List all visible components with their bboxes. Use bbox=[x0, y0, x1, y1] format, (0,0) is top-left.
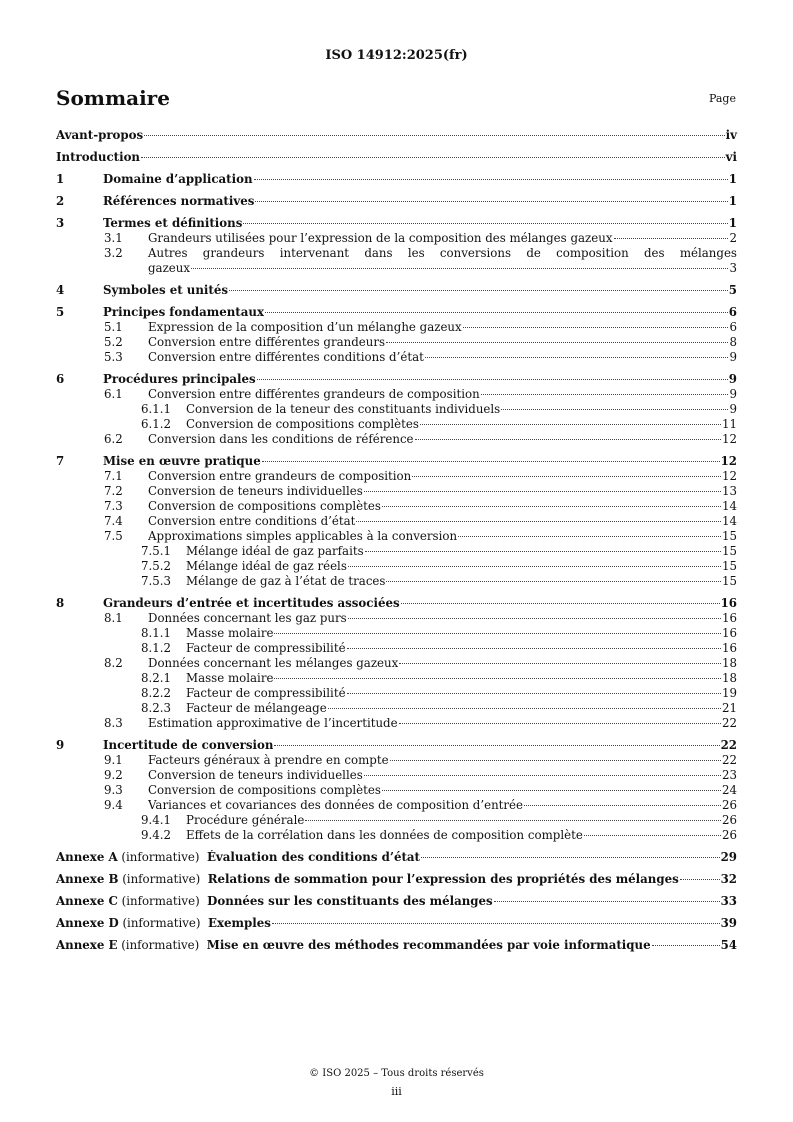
toc-entry[interactable] bbox=[56, 574, 737, 589]
toc-entry-number: 7.3 bbox=[104, 499, 123, 513]
toc-entry-page: 12 bbox=[721, 469, 737, 483]
page-number: iii bbox=[391, 1085, 402, 1098]
dot-leader bbox=[262, 461, 720, 462]
toc-entry-number: 9 bbox=[56, 738, 65, 752]
toc-entry-page: 21 bbox=[721, 701, 737, 715]
toc-entry[interactable] bbox=[56, 499, 737, 514]
toc-entry-page: 26 bbox=[721, 828, 737, 842]
document-header: ISO 14912:2025(fr) bbox=[325, 48, 468, 63]
toc-entry-page: 1 bbox=[728, 172, 737, 186]
dot-leader bbox=[254, 179, 728, 180]
toc-entry[interactable] bbox=[56, 150, 737, 165]
toc-entry[interactable] bbox=[56, 656, 737, 671]
dot-leader bbox=[328, 708, 721, 709]
dot-leader bbox=[382, 790, 721, 791]
dot-leader bbox=[229, 290, 728, 291]
toc-entry-title: Avant-propos bbox=[56, 128, 144, 142]
toc-entry-page: 23 bbox=[721, 768, 737, 782]
toc-entry[interactable] bbox=[56, 671, 737, 686]
dot-leader bbox=[584, 835, 721, 836]
toc-entry-number: 6.2 bbox=[104, 432, 123, 446]
annex-label: Annexe B bbox=[56, 872, 119, 886]
dot-leader bbox=[364, 775, 721, 776]
toc-entry[interactable] bbox=[56, 216, 737, 231]
toc-entry-number: 9.1 bbox=[104, 753, 123, 767]
toc-entry-page: 8 bbox=[729, 335, 737, 349]
toc-entry-page: iv bbox=[725, 128, 737, 142]
toc-entry-number: 3.2 bbox=[104, 246, 123, 260]
toc-entry[interactable] bbox=[56, 559, 737, 574]
toc-entry-number: 1 bbox=[56, 172, 65, 186]
toc-entry-page: 15 bbox=[721, 544, 737, 558]
toc-entry[interactable] bbox=[56, 454, 737, 469]
toc-entry-page: 16 bbox=[721, 611, 737, 625]
toc-entry-title: Conversion entre différentes grandeurs de composition bbox=[148, 387, 480, 401]
dot-leader bbox=[144, 135, 724, 136]
toc-entry-title: Procédures principales bbox=[103, 372, 256, 386]
toc-entry-page: 24 bbox=[721, 783, 737, 797]
dot-leader bbox=[421, 857, 720, 858]
toc-entry-title: Conversion de compositions complètes bbox=[186, 417, 419, 431]
annex-title: Relations de sommation pour l’expression des propriétés des mélanges bbox=[207, 872, 679, 886]
toc-entry[interactable] bbox=[56, 469, 737, 484]
toc-entry[interactable] bbox=[56, 128, 737, 143]
toc-entry[interactable] bbox=[56, 686, 737, 701]
annex-page: 54 bbox=[720, 938, 737, 952]
toc-entry-page: 13 bbox=[721, 484, 737, 498]
toc-entry[interactable] bbox=[56, 544, 737, 559]
annex-entry[interactable] bbox=[56, 938, 737, 953]
toc-entry-number: 5.2 bbox=[104, 335, 123, 349]
toc-entry-page: vi bbox=[725, 150, 737, 164]
toc-entry-page: 5 bbox=[728, 283, 737, 297]
toc-entry-title: Termes et définitions bbox=[103, 216, 243, 230]
dot-leader bbox=[274, 678, 721, 679]
dot-leader bbox=[347, 693, 721, 694]
toc-entry-title: Facteur de compressibilité bbox=[186, 641, 346, 655]
toc-entry-number: 8.1.2 bbox=[141, 641, 172, 655]
toc-entry-title: Symboles et unités bbox=[103, 283, 229, 297]
toc-entry-number: 8.1.1 bbox=[141, 626, 172, 640]
toc-entry-number: 8.2.1 bbox=[141, 671, 172, 685]
toc-entry-page: 9 bbox=[729, 402, 737, 416]
toc-entry-title: Variances et covariances des données de composition d’entrée bbox=[148, 798, 524, 812]
dot-leader bbox=[272, 923, 720, 924]
toc-entry-number: 7.5 bbox=[104, 529, 123, 543]
toc-entry[interactable] bbox=[56, 626, 737, 641]
dot-leader bbox=[257, 379, 728, 380]
dot-leader bbox=[399, 663, 721, 664]
toc-entry[interactable] bbox=[56, 768, 737, 783]
toc-entry-number: 5 bbox=[56, 305, 65, 319]
annex-type: (informative) bbox=[122, 872, 201, 886]
annex-type: (informative) bbox=[121, 850, 200, 864]
copyright-notice: © ISO 2025 – Tous droits réservés bbox=[309, 1068, 484, 1079]
dot-leader bbox=[274, 633, 721, 634]
toc-entry-number: 7.4 bbox=[104, 514, 123, 528]
toc-entry-title: Masse molaire bbox=[186, 626, 274, 640]
dot-leader bbox=[390, 760, 721, 761]
dot-leader bbox=[386, 581, 721, 582]
dot-leader bbox=[191, 268, 728, 269]
dot-leader bbox=[401, 603, 720, 604]
toc-entry-number: 9.3 bbox=[104, 783, 123, 797]
toc-entry-page: 22 bbox=[721, 753, 737, 767]
toc-entry-page: 11 bbox=[721, 417, 737, 431]
dot-leader bbox=[347, 648, 721, 649]
dot-leader bbox=[458, 536, 721, 537]
dot-leader bbox=[364, 491, 721, 492]
toc-entry-number: 5.3 bbox=[104, 350, 123, 364]
toc-entry[interactable] bbox=[56, 813, 737, 828]
toc-entry-number: 4 bbox=[56, 283, 65, 297]
toc-entry-number: 3 bbox=[56, 216, 65, 230]
toc-entry-number: 3.1 bbox=[104, 231, 123, 245]
toc-entry[interactable] bbox=[56, 402, 737, 417]
toc-entry[interactable] bbox=[56, 701, 737, 716]
dot-leader bbox=[501, 409, 728, 410]
toc-entry-page: 3 bbox=[729, 261, 737, 275]
toc-entry[interactable] bbox=[56, 798, 737, 813]
toc-entry-title: Expression de la composition d’un mélanghe gazeux bbox=[148, 320, 462, 334]
dot-leader bbox=[652, 945, 720, 946]
toc-entry-number: 7.1 bbox=[104, 469, 123, 483]
toc-entry[interactable] bbox=[56, 417, 737, 432]
toc-entry-title: Conversion entre conditions d’état bbox=[148, 514, 356, 528]
toc-entry-title: Conversion de compositions complètes bbox=[148, 499, 381, 513]
toc-entry-title: Facteurs généraux à prendre en compte bbox=[148, 753, 389, 767]
toc-entry-title: Conversion de compositions complètes bbox=[148, 783, 381, 797]
toc-entry-number: 8.2.2 bbox=[141, 686, 172, 700]
toc-entry-number: 6 bbox=[56, 372, 65, 386]
toc-entry-title: Incertitude de conversion bbox=[103, 738, 274, 752]
annex-type: (informative) bbox=[122, 916, 201, 930]
annex-type: (informative) bbox=[121, 894, 200, 908]
toc-entry-title: Données concernant les gaz purs bbox=[148, 611, 347, 625]
toc-entry[interactable] bbox=[56, 484, 737, 499]
toc-entry-number: 5.1 bbox=[104, 320, 123, 334]
dot-leader bbox=[243, 223, 727, 224]
annex-entry[interactable] bbox=[56, 872, 737, 887]
toc-entry-title: Introduction bbox=[56, 150, 141, 164]
toc-entry-title: Masse molaire bbox=[186, 671, 274, 685]
toc-entry[interactable] bbox=[56, 641, 737, 656]
toc-entry-title: Principes fondamentaux bbox=[103, 305, 264, 319]
dot-leader bbox=[348, 566, 721, 567]
toc-entry[interactable] bbox=[56, 246, 737, 276]
toc-entry-page: 6 bbox=[728, 305, 737, 319]
toc-entry-number: 7.2 bbox=[104, 484, 123, 498]
toc-entry[interactable] bbox=[56, 783, 737, 798]
toc-entry-page: 16 bbox=[720, 596, 737, 610]
annex-page: 29 bbox=[720, 850, 737, 864]
toc-entry-title: Domaine d’application bbox=[103, 172, 253, 186]
table-of-contents bbox=[56, 128, 737, 953]
toc-entry[interactable] bbox=[56, 596, 737, 611]
toc-entry-page: 26 bbox=[721, 813, 737, 827]
annex-label: Annexe D bbox=[56, 916, 119, 930]
dot-leader bbox=[274, 745, 719, 746]
dot-leader bbox=[425, 357, 729, 358]
toc-entry[interactable] bbox=[56, 335, 737, 350]
toc-entry-number: 6.1.2 bbox=[141, 417, 172, 431]
toc-entry[interactable] bbox=[56, 172, 737, 187]
dot-leader bbox=[524, 805, 721, 806]
toc-entry-number: 9.2 bbox=[104, 768, 123, 782]
dot-leader bbox=[420, 424, 721, 425]
toc-entry-page: 1 bbox=[728, 194, 737, 208]
annex-entry[interactable] bbox=[56, 850, 737, 865]
annex-title: Données sur les constituants des mélanges bbox=[207, 894, 493, 908]
toc-entry-page: 15 bbox=[721, 529, 737, 543]
dot-leader bbox=[386, 342, 728, 343]
toc-entry-number: 7 bbox=[56, 454, 65, 468]
dot-leader bbox=[481, 394, 729, 395]
toc-entry[interactable] bbox=[56, 716, 737, 731]
toc-entry-number: 9.4.2 bbox=[141, 828, 172, 842]
annex-title: Mise en œuvre des méthodes recommandées par voie informatique bbox=[206, 938, 651, 952]
toc-entry-page: 12 bbox=[720, 454, 737, 468]
toc-entry[interactable] bbox=[56, 828, 737, 843]
toc-entry-title: Données concernant les mélanges gazeux bbox=[148, 656, 399, 670]
toc-entry-number: 8.2.3 bbox=[141, 701, 172, 715]
toc-entry-page: 18 bbox=[721, 671, 737, 685]
toc-entry-page: 22 bbox=[721, 716, 737, 730]
dot-leader bbox=[356, 521, 721, 522]
toc-entry-title: Conversion de teneurs individuelles bbox=[148, 768, 363, 782]
toc-entry[interactable] bbox=[56, 231, 737, 246]
annex-label: Annexe E bbox=[56, 938, 118, 952]
annex-title: Exemples bbox=[208, 916, 271, 930]
toc-entry-page: 2 bbox=[729, 231, 737, 245]
annex-label: Annexe C bbox=[56, 894, 118, 908]
toc-entry-title: Conversion dans les conditions de référence bbox=[148, 432, 414, 446]
dot-leader bbox=[494, 901, 720, 902]
toc-entry-title: Références normatives bbox=[103, 194, 255, 208]
toc-entry[interactable] bbox=[56, 753, 737, 768]
dot-leader bbox=[255, 201, 727, 202]
toc-entry[interactable] bbox=[56, 372, 737, 387]
toc-entry[interactable] bbox=[56, 529, 737, 544]
toc-entry-number: 7.5.1 bbox=[141, 544, 172, 558]
dot-leader bbox=[680, 879, 720, 880]
toc-entry-page: 15 bbox=[721, 574, 737, 588]
toc-entry-title: Conversion entre grandeurs de composition bbox=[148, 469, 412, 483]
toc-entry-page: 19 bbox=[721, 686, 737, 700]
annex-entry[interactable] bbox=[56, 894, 737, 909]
toc-entry-page: 6 bbox=[729, 320, 737, 334]
toc-entry-title: Grandeurs d’entrée et incertitudes associées bbox=[103, 596, 400, 610]
toc-entry-title: Mélange de gaz à l’état de traces bbox=[186, 574, 386, 588]
toc-entry-page: 16 bbox=[721, 626, 737, 640]
toc-entry-number: 8 bbox=[56, 596, 65, 610]
toc-entry-number: 8.2 bbox=[104, 656, 123, 670]
toc-entry[interactable] bbox=[56, 432, 737, 447]
toc-entry-number: 7.5.3 bbox=[141, 574, 172, 588]
annex-title: Évaluation des conditions d’état bbox=[206, 850, 421, 864]
annex-page: 39 bbox=[720, 916, 737, 930]
toc-entry-page: 9 bbox=[729, 387, 737, 401]
toc-entry[interactable] bbox=[56, 387, 737, 402]
annex-page: 32 bbox=[720, 872, 737, 886]
toc-entry-title: Procédure générale bbox=[186, 813, 305, 827]
toc-entry-title: Autres grandeurs intervenant dans les conversions de composition des mélanges bbox=[148, 246, 737, 260]
annex-label: Annexe A bbox=[56, 850, 118, 864]
toc-entry-title: Facteur de mélangeage bbox=[186, 701, 327, 715]
toc-entry[interactable] bbox=[56, 611, 737, 626]
annex-type: (informative) bbox=[121, 938, 200, 952]
toc-entry-title: Conversion entre différentes grandeurs bbox=[148, 335, 386, 349]
toc-entry-title: Approximations simples applicables à la conversion bbox=[148, 529, 458, 543]
dot-leader bbox=[348, 618, 721, 619]
toc-entry-page: 9 bbox=[728, 372, 737, 386]
toc-entry-page: 18 bbox=[721, 656, 737, 670]
toc-entry-title-continued: gazeux bbox=[148, 261, 191, 275]
annex-entry[interactable] bbox=[56, 916, 737, 931]
toc-entry-title: Effets de la corrélation dans les données de composition complète bbox=[186, 828, 583, 842]
toc-entry[interactable] bbox=[56, 305, 737, 320]
toc-entry-title: Conversion de la teneur des constituants individuels bbox=[186, 402, 501, 416]
toc-entry-page: 14 bbox=[721, 514, 737, 528]
toc-entry-title: Estimation approximative de l’incertitude bbox=[148, 716, 398, 730]
toc-entry-title: Mélange idéal de gaz parfaits bbox=[186, 544, 364, 558]
toc-entry-title: Facteur de compressibilité bbox=[186, 686, 346, 700]
dot-leader bbox=[415, 439, 721, 440]
toc-entry-page: 15 bbox=[721, 559, 737, 573]
toc-entry-title: Grandeurs utilisées pour l’expression de la composition des mélanges gazeux bbox=[148, 231, 613, 245]
toc-entry-page: 12 bbox=[721, 432, 737, 446]
toc-entry[interactable] bbox=[56, 350, 737, 365]
toc-entry[interactable] bbox=[56, 194, 737, 209]
toc-entry-title: Mise en œuvre pratique bbox=[103, 454, 261, 468]
dot-leader bbox=[614, 238, 729, 239]
toc-entry-number: 6.1 bbox=[104, 387, 123, 401]
toc-entry-number: 9.4 bbox=[104, 798, 123, 812]
toc-entry-number: 7.5.2 bbox=[141, 559, 172, 573]
page-column-label: Page bbox=[708, 92, 736, 105]
dot-leader bbox=[365, 551, 721, 552]
toc-entry-title: Conversion entre différentes conditions d’état bbox=[148, 350, 424, 364]
toc-entry-number: 9.4.1 bbox=[141, 813, 172, 827]
toc-entry[interactable] bbox=[56, 738, 737, 753]
dot-leader bbox=[305, 820, 721, 821]
toc-entry-number: 8.1 bbox=[104, 611, 123, 625]
dot-leader bbox=[412, 476, 721, 477]
toc-entry-page: 1 bbox=[728, 216, 737, 230]
dot-leader bbox=[463, 327, 729, 328]
page-title: Sommaire bbox=[56, 86, 170, 110]
toc-entry[interactable] bbox=[56, 320, 737, 335]
dot-leader bbox=[382, 506, 721, 507]
toc-entry-number: 2 bbox=[56, 194, 65, 208]
toc-entry-page: 14 bbox=[721, 499, 737, 513]
toc-entry-page: 22 bbox=[720, 738, 737, 752]
toc-entry-title: Conversion de teneurs individuelles bbox=[148, 484, 363, 498]
toc-entry-title: Mélange idéal de gaz réels bbox=[186, 559, 347, 573]
toc-entry-page: 9 bbox=[729, 350, 737, 364]
dot-leader bbox=[399, 723, 721, 724]
dot-leader bbox=[141, 157, 725, 158]
annex-page: 33 bbox=[720, 894, 737, 908]
toc-entry-number: 8.3 bbox=[104, 716, 123, 730]
toc-entry[interactable] bbox=[56, 514, 737, 529]
toc-entry-page: 16 bbox=[721, 641, 737, 655]
toc-entry[interactable] bbox=[56, 283, 737, 298]
toc-entry-number: 6.1.1 bbox=[141, 402, 172, 416]
dot-leader bbox=[265, 312, 728, 313]
toc-entry-page: 26 bbox=[721, 798, 737, 812]
